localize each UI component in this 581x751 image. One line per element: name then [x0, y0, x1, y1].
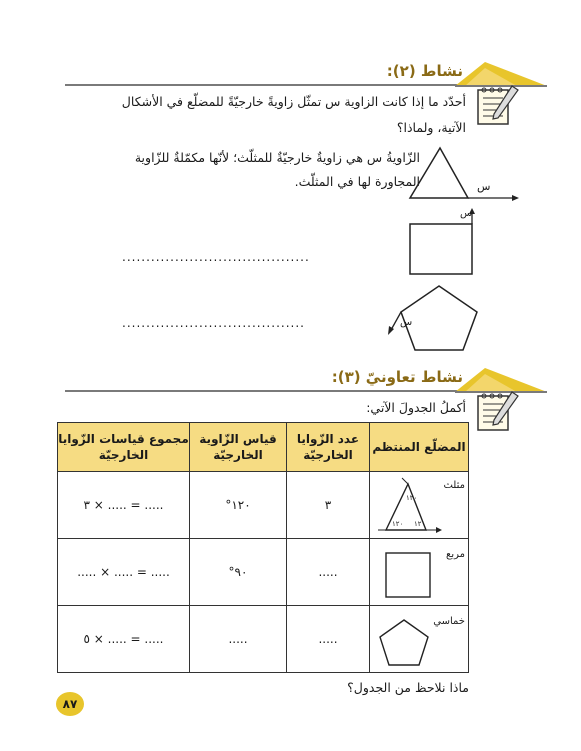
header-rule — [65, 390, 465, 392]
header-rule — [65, 84, 465, 86]
angle-label: ١٢٠ — [406, 494, 418, 502]
measure-cell: ١٢٠° — [190, 472, 287, 539]
header-sum: مجموع قياسات الزّوايا الخارجيّة — [58, 423, 190, 472]
activity3-title: نشاط تعاونيّ (٣): — [331, 368, 463, 386]
angle-label: ١٢٠ — [392, 520, 404, 528]
polygon-table — [57, 422, 469, 673]
triangle-figure — [400, 140, 520, 210]
table-question: ماذا نلاحظ من الجدول؟ — [347, 680, 469, 695]
answer-line-2: المجاورة لها في المثلّث. — [294, 174, 420, 189]
shape-cell — [370, 472, 469, 539]
angle-label-rectangle: س — [460, 208, 473, 219]
shape-cell — [370, 539, 469, 606]
header-measure: قياس الزّاوية الخارجيّة — [190, 423, 287, 472]
page-number-badge — [56, 692, 84, 716]
table-row — [58, 472, 469, 539]
activity2-title: نشاط (٢): — [386, 62, 463, 80]
table-row — [58, 606, 469, 673]
square-shape — [384, 551, 432, 599]
table-header-row — [58, 423, 469, 472]
answer-blank-2[interactable]: ...................................... — [122, 316, 305, 330]
table-row — [58, 539, 469, 606]
header-polygon: المضلّع المنتظم — [370, 423, 469, 472]
pentagon-shape — [378, 618, 430, 668]
shape-cell — [370, 606, 469, 673]
header-count: عدد الزّوايا الخارجيّة — [287, 423, 370, 472]
angle-label-pentagon: س — [400, 317, 413, 328]
measure-cell: ٩٠° — [190, 539, 287, 606]
shape-label: مثلث — [443, 480, 465, 491]
angle-label-triangle: س — [477, 180, 491, 193]
measure-cell[interactable]: ..... — [190, 606, 287, 673]
notepad-pencil-icon — [474, 84, 520, 128]
shape-label: خماسي — [433, 616, 465, 627]
count-cell[interactable]: ..... — [287, 606, 370, 673]
answer-line-1: الزّاويةُ س هي زاويةٌ خارجيّةٌ للمثلّث؛ لأنّها مكمّلةٌ للزّاوية — [134, 150, 420, 165]
count-cell: ٣ — [287, 472, 370, 539]
page-number: ٨٧ — [62, 697, 78, 711]
triangle-shape — [374, 476, 444, 536]
shape-label: مربع — [446, 549, 465, 560]
sum-cell[interactable]: ..... = ..... × ٣ — [58, 472, 190, 539]
notepad-pencil-icon — [474, 390, 520, 434]
sum-cell[interactable]: ..... = ..... × ..... — [58, 539, 190, 606]
question-line-2: الآتية، ولماذا؟ — [396, 120, 466, 135]
answer-blank-1[interactable]: ....................................... — [122, 250, 310, 264]
question-line-1: أحدّد ما إذا كانت الزاوية س تمثّل زاويةً خارجيّةً للمضلّع في الأشكال — [121, 94, 466, 109]
table-instruction: أكملُ الجدولَ الآتي: — [366, 400, 466, 415]
angle-label: ١٢٠ — [414, 520, 426, 528]
sum-cell[interactable]: ..... = ..... × ٥ — [58, 606, 190, 673]
count-cell[interactable]: ..... — [287, 539, 370, 606]
